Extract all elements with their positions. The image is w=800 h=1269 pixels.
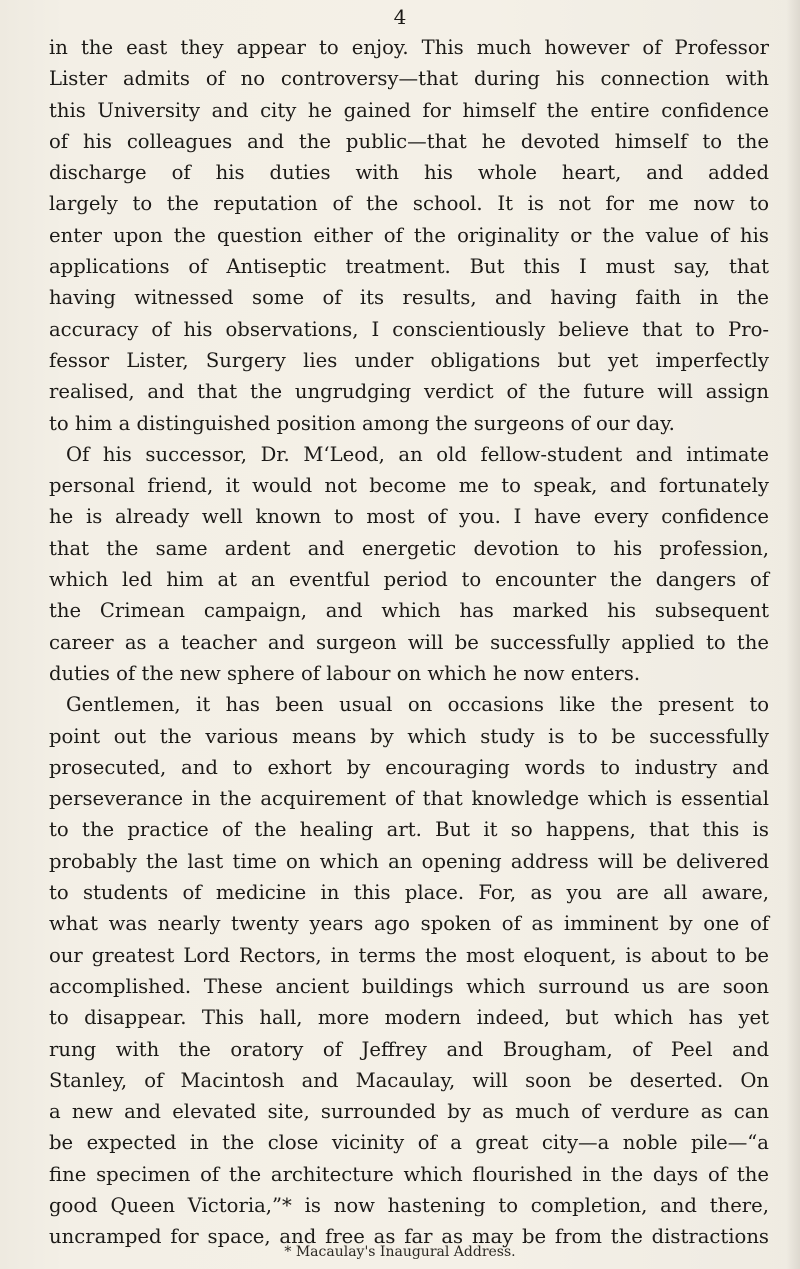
text-line: good Queen Victoria,”* is now hastening to completion, and there, [49,1193,769,1217]
text-line: that the same ardent and energetic devotion to his profession, [49,536,769,560]
text-line: in the east they appear to enjoy. This much however of Professor [49,36,769,59]
body-text [49,32,769,1253]
text-line: to disappear. This hall, more modern indeed, but which has yet [49,1006,769,1030]
text-line: having witnessed some of its results, and having faith in the [49,286,769,310]
text-line: to him a distinguished position among the surgeons of our day. [49,411,675,435]
text-line: perseverance in the acquirement of that knowledge which is essential [49,787,769,811]
text-line: to the practice of the healing art. But it so happens, that this is [49,818,769,842]
text-line: Stanley, of Macintosh and Macaulay, will soon be deserted. On [49,1068,769,1092]
footnote: * Macaulay's Inaugural Address. [284,1244,516,1260]
text-line: what was nearly twenty years ago spoken of as imminent by one of [49,912,769,936]
text-line: career as a teacher and surgeon will be successfully applied to the [49,630,769,654]
text-line: rung with the oratory of Jeffrey and Brougham, of Peel and [49,1037,769,1061]
text-line: realised, and that the ungrudging verdict of the future will assign [49,380,769,404]
text-line: he is already well known to most of you. I have every confidence [49,505,769,529]
text-line: this University and city he gained for himself the entire confidence [49,98,769,122]
text-line: duties of the new sphere of labour on which he now enters. [49,661,641,685]
text-line: personal friend, it would not become me to speak, and fortunately [49,474,769,498]
page-edge-shadow [786,0,800,1269]
text-line: which led him at an eventful period to encounter the dangers of [49,568,769,592]
text-line: probably the last time on which an opening address will be delivered [49,849,769,873]
text-line: to students of medicine in this place. For, as you are all aware, [49,881,769,905]
text-line: enter upon the question either of the originality or the value of his [49,223,769,247]
text-line: largely to the reputation of the school. It is not for me now to [49,192,769,216]
text-line: accuracy of his observations, I conscientiously believe that to Pro- [49,317,769,341]
text-line: accomplished. These ancient buildings which surround us are soon [49,974,769,998]
text-line: our greatest Lord Rectors, in terms the most eloquent, is about to be [49,943,769,967]
text-line: applications of Antiseptic treatment. But this I must say, that [49,255,769,279]
text-line: fessor Lister, Surgery lies under obligations but yet imperfectly [49,348,769,372]
text-line: Gentlemen, it has been usual on occasions like the present to [66,693,769,717]
text-line: point out the various means by which study is to be successfully [49,724,769,748]
text-line: of his colleagues and the public—that he devoted himself to the [49,129,769,153]
text-line: a new and elevated site, surrounded by as much of verdure as can [49,1100,769,1124]
text-line: fine specimen of the architecture which flourished in the days of the [49,1162,769,1186]
text-line: Of his successor, Dr. M‘Leod, an old fellow-student and intimate [66,442,769,466]
text-line: Lister admits of no controversy—that during his connection with [49,67,769,91]
text-line: be expected in the close vicinity of a great city—a noble pile—“a [49,1131,769,1155]
text-line: uncramped for space, and free as far as may be from the distractions [49,1225,769,1249]
text-line: the Crimean campaign, and which has marked his subsequent [49,599,769,623]
text-line: discharge of his duties with his whole heart, and added [49,161,769,185]
page-number: 4 [393,5,407,29]
text-line: prosecuted, and to exhort by encouraging words to industry and [49,755,769,779]
